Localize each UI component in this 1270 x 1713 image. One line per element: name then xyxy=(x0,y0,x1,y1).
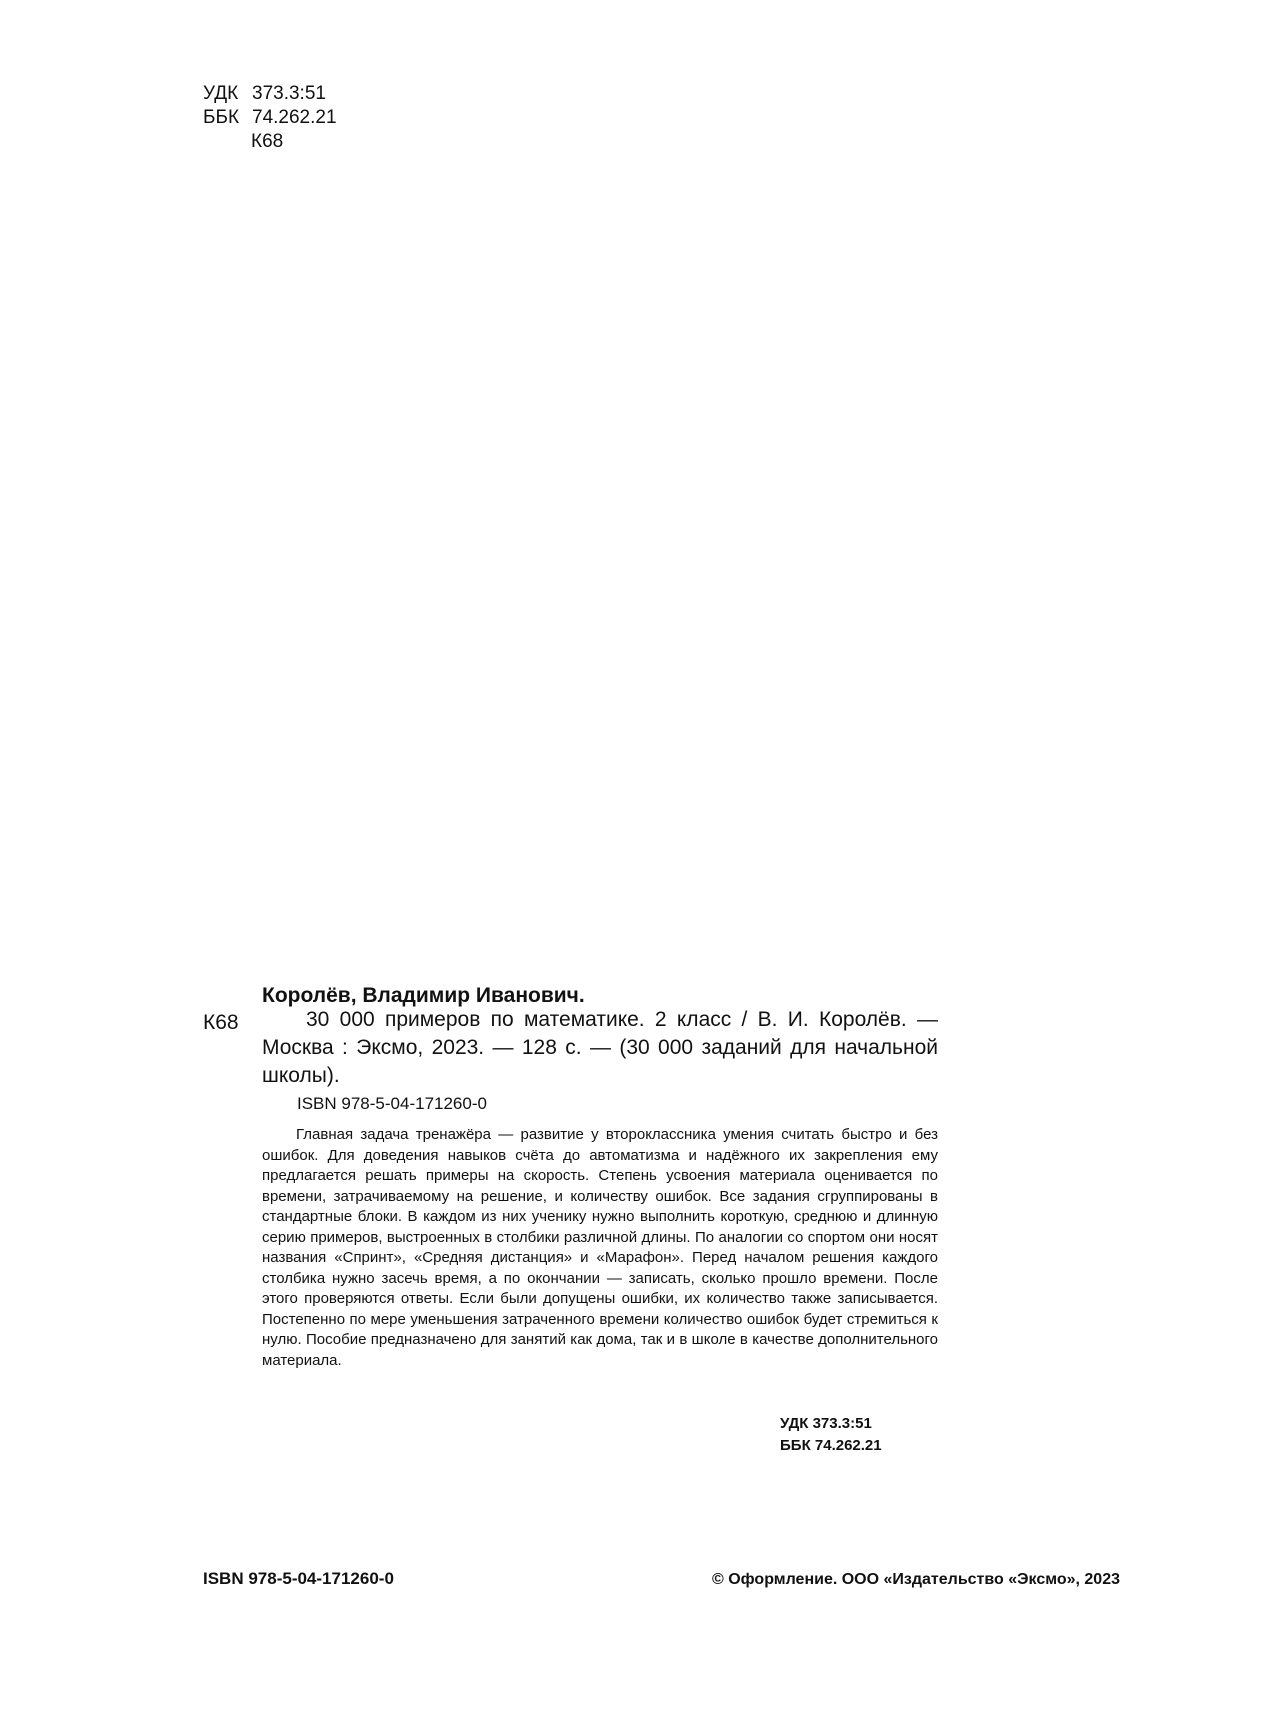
card-isbn: ISBN 978-5-04-171260-0 xyxy=(297,1094,487,1113)
footer-isbn: ISBN 978-5-04-171260-0 xyxy=(203,1569,394,1588)
card-author-mark: К68 xyxy=(203,1011,239,1034)
udk-line xyxy=(203,82,337,106)
classification-codes xyxy=(203,82,337,154)
udk-label: УДК xyxy=(203,83,239,104)
card-udk: УДК 373.3:51 xyxy=(780,1415,872,1432)
bbk-line xyxy=(203,106,337,130)
footer-copyright: © Оформление. ООО «Издательство «Эксмо», 2023 xyxy=(711,1571,1120,1588)
bbk-value: 74.262.21 xyxy=(252,107,337,128)
bbk-label: ББК xyxy=(203,107,240,128)
card-description: 30 000 примеров по математике. 2 класс / В. И. Королёв. — Москва : Эксмо, 2023. — 128 с. — (30 000 заданий для начальной школы). xyxy=(262,1008,938,1087)
card-codes xyxy=(780,1413,938,1457)
udk-value: 373.3:51 xyxy=(252,83,326,104)
card-abstract: Главная задача тренажёра — развитие у второклассника умения считать быстро и без ошибок. Для доведения навыков счёта до автоматизма и надёжного их закрепления ему предлагается решать примеры на скорость. Степень усвоения материала оценивается по времени, затрачиваемому на решение, и количеству ошибок. Все задания сгруппированы в стандартные блоки. В каждом из них ученику нужно выполнить короткую, среднюю и длинную серию примеров, выстроенных в столбики различной длины. По аналогии со спортом они носят названия «Спринт», «Средняя дистанция» и «Марафон». Перед началом решения каждого столбика нужно засечь время, а по окончании — записать, сколько прошло времени. После этого проверяются ответы. Если были допущены ошибки, их количество также записывается. Постепенно по мере уменьшения затраченного времени количество ошибок будет стремиться к нулю. Пособие предназначено для занятий как дома, так и в школе в качестве дополнительного материала. xyxy=(262,1126,938,1369)
author-mark: К68 xyxy=(251,131,284,152)
card-bbk: ББК 74.262.21 xyxy=(780,1437,882,1454)
author-mark-line xyxy=(203,130,337,154)
card-author: Королёв, Владимир Иванович. xyxy=(262,984,585,1007)
